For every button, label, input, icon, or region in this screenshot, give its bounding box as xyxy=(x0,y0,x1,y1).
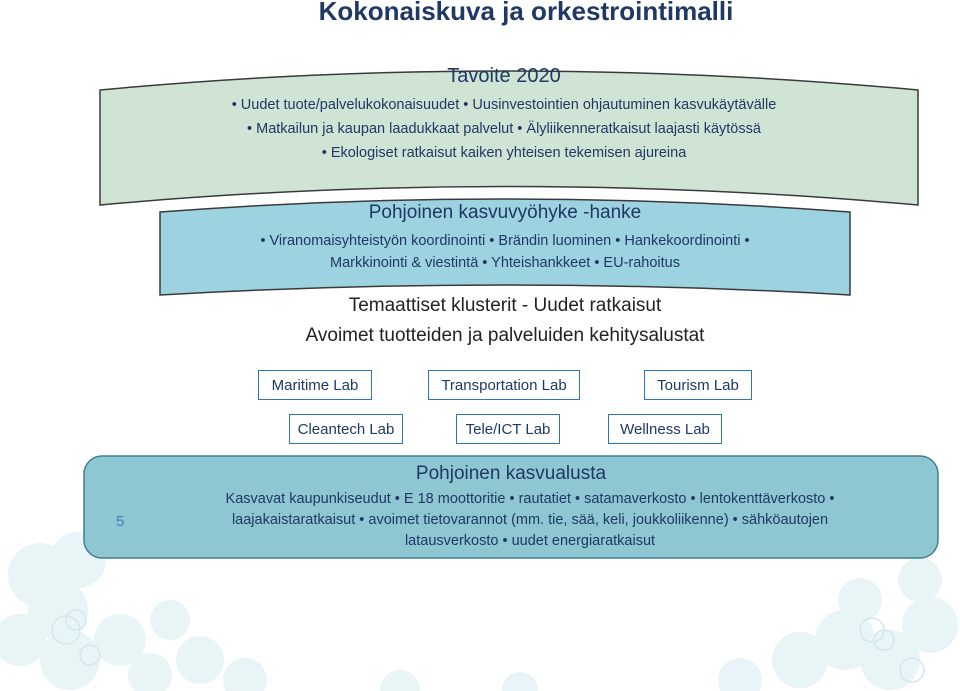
project-heading: Pohjoinen kasvuvyöhyke -hanke xyxy=(368,202,642,223)
project-line: • Viranomaisyhteistyön koordinointi • Brändin luominen • Hankekoordinointi • xyxy=(260,233,750,249)
maritime-lab-box: Maritime Lab xyxy=(258,370,372,400)
goal-line: • Ekologiset ratkaisut kaiken yhteisen tekemisen ajureina xyxy=(321,145,687,161)
wellness-lab-box: Wellness Lab xyxy=(608,414,722,444)
tourism-lab-box: Tourism Lab xyxy=(644,370,752,400)
clusters-heading: Temaattiset klusterit - Uudet ratkaisut xyxy=(348,295,662,316)
goal-heading: Tavoite 2020 xyxy=(447,65,561,87)
tele-ict-lab-box: Tele/ICT Lab xyxy=(456,414,560,444)
platform-line: Kasvavat kaupunkiseudut • E 18 moottoritie • rautatiet • satamaverkosto • lentokenttäverkosto • xyxy=(225,491,835,507)
platform-heading: Pohjoinen kasvualusta xyxy=(415,463,607,484)
project-line: Markkinointi & viestintä • Yhteishankkeet • EU-rahoitus xyxy=(330,255,680,271)
platform-line: latausverkosto • uudet energiaratkaisut xyxy=(404,533,656,549)
goal-line: • Uudet tuote/palvelukokonaisuudet • Uusinvestointien ohjautuminen kasvukäytävälle xyxy=(231,97,777,113)
cleantech-lab-box: Cleantech Lab xyxy=(289,414,403,444)
page-title: Kokonaiskuva ja orkestrointimalli xyxy=(318,0,734,26)
transportation-lab-box: Transportation Lab xyxy=(428,370,580,400)
goal-line: • Matkailun ja kaupan laadukkaat palvelut • Älyliikenneratkaisut laajasti käytössä xyxy=(247,121,761,137)
platform-line: laajakaistaratkaisut • avoimet tietovarannot (mm. tie, sää, keli, joukkoliikenne) • sähköautojen xyxy=(231,512,829,528)
clusters-subheading: Avoimet tuotteiden ja palveluiden kehitysalustat xyxy=(305,325,705,346)
slide-number: 5 xyxy=(116,513,125,530)
goal-banner xyxy=(100,71,918,205)
